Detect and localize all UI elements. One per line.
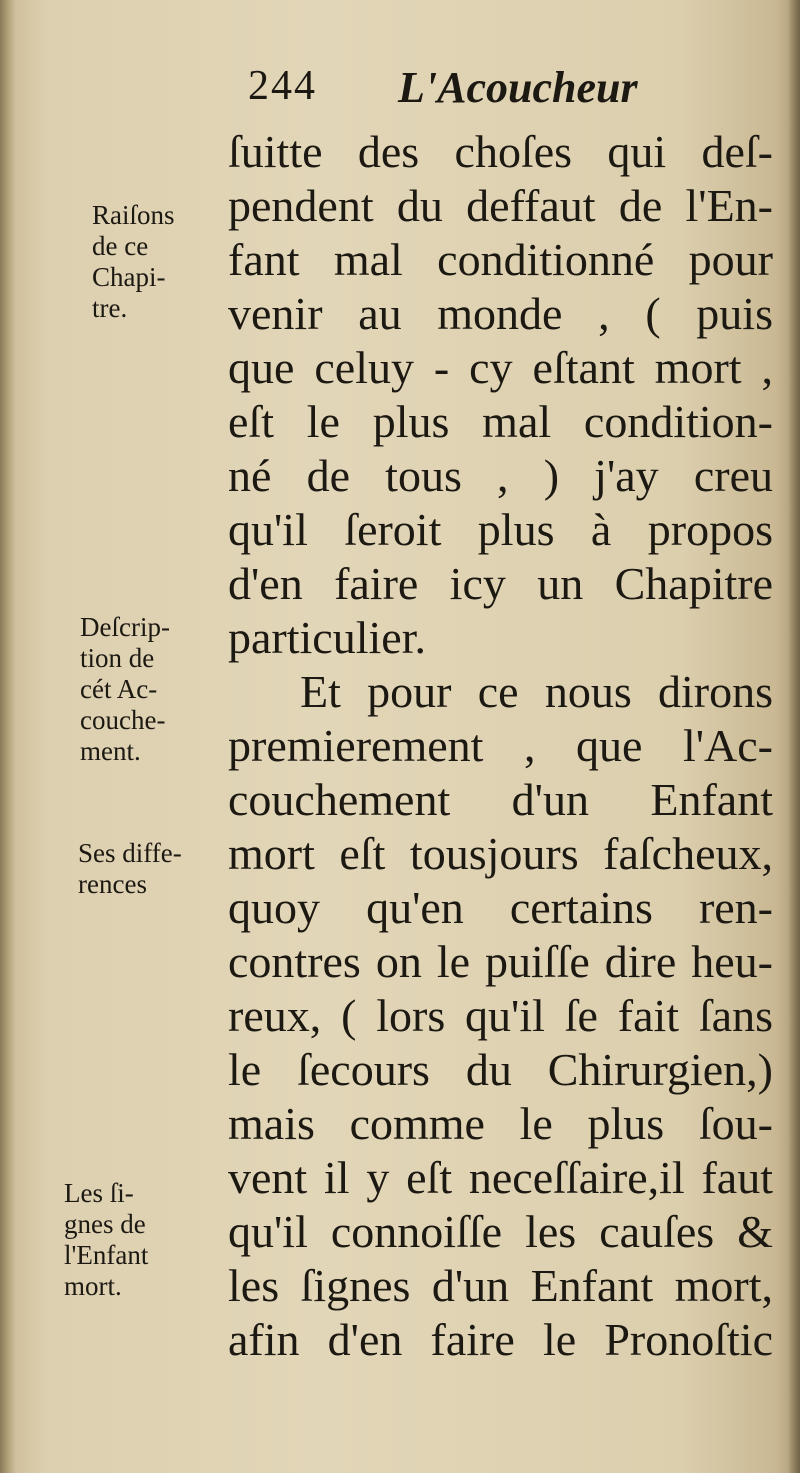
- text-line: particulier.: [228, 612, 426, 663]
- margin-note-line: mort.: [64, 1271, 122, 1301]
- margin-note-line: tre.: [92, 293, 128, 323]
- text-line: né de tous , ) j'ay creu: [228, 450, 773, 501]
- text-line: vent il y eſt neceſſaire,il faut: [228, 1152, 773, 1203]
- text-line: ſuitte des choſes qui deſ-: [228, 126, 773, 177]
- running-title: L'Acoucheur: [398, 63, 638, 112]
- margin-note-line: Les ſi-: [64, 1178, 134, 1208]
- margin-note-line: de ce: [92, 231, 149, 261]
- text-line: qu'il ſeroit plus à propos: [228, 504, 773, 555]
- margin-note-line: Raiſons: [92, 200, 175, 230]
- margin-note-raisons: [92, 200, 237, 324]
- margin-note-line: cét Ac-: [80, 674, 158, 704]
- text-line: premierement , que l'Ac-: [228, 720, 773, 771]
- margin-note-line: Chapi-: [92, 262, 166, 292]
- text-line: mort eſt tousjours faſcheux,: [228, 828, 773, 879]
- margin-note-differences: [78, 838, 223, 900]
- text-line: quoy qu'en certains ren-: [228, 882, 773, 933]
- text-line: d'en faire icy un Chapitre: [228, 558, 773, 609]
- margin-note-line: couche-: [80, 705, 166, 735]
- text-line: reux, ( lors qu'il ſe fait ſans: [228, 990, 773, 1041]
- margin-note-line: Ses diffe-: [78, 838, 182, 868]
- text-line: que celuy - cy eſtant mort ,: [228, 342, 773, 393]
- page-number: 244: [248, 63, 317, 109]
- main-text: [228, 125, 773, 1375]
- margin-note-line: gnes de: [64, 1209, 146, 1239]
- margin-note-line: rences: [78, 869, 147, 899]
- text-line: venir au monde , ( puis: [228, 288, 773, 339]
- text-line: contres on le puiſſe dire heu-: [228, 936, 773, 987]
- text-line: couchement d'un Enfant: [228, 774, 773, 825]
- text-line: pendent du deffaut de l'En-: [228, 180, 773, 231]
- margin-note-line: l'Enfant: [64, 1240, 149, 1270]
- margin-note-description: [80, 612, 225, 767]
- page-edge-shadow: [788, 0, 800, 1473]
- text-line: mais comme le plus ſou-: [228, 1098, 773, 1149]
- margin-note-line: tion de: [80, 643, 155, 673]
- page-header: [248, 62, 768, 122]
- text-line: fant mal conditionné pour: [228, 234, 773, 285]
- text-line: afin d'en faire le Pronoſtic: [228, 1314, 773, 1365]
- text-line: les ſignes d'un Enfant mort,: [228, 1260, 773, 1311]
- margin-note-signes: [64, 1178, 209, 1302]
- margin-note-line: Deſcrip-: [80, 612, 170, 642]
- text-line: eſt le plus mal condition-: [228, 396, 773, 447]
- text-line: Et pour ce nous dirons: [300, 666, 773, 717]
- margin-note-line: ment.: [80, 736, 141, 766]
- page-gutter-shadow: [0, 0, 16, 1473]
- text-line: le ſecours du Chirurgien,): [228, 1044, 773, 1095]
- text-line: qu'il connoiſſe les cauſes &: [228, 1206, 773, 1257]
